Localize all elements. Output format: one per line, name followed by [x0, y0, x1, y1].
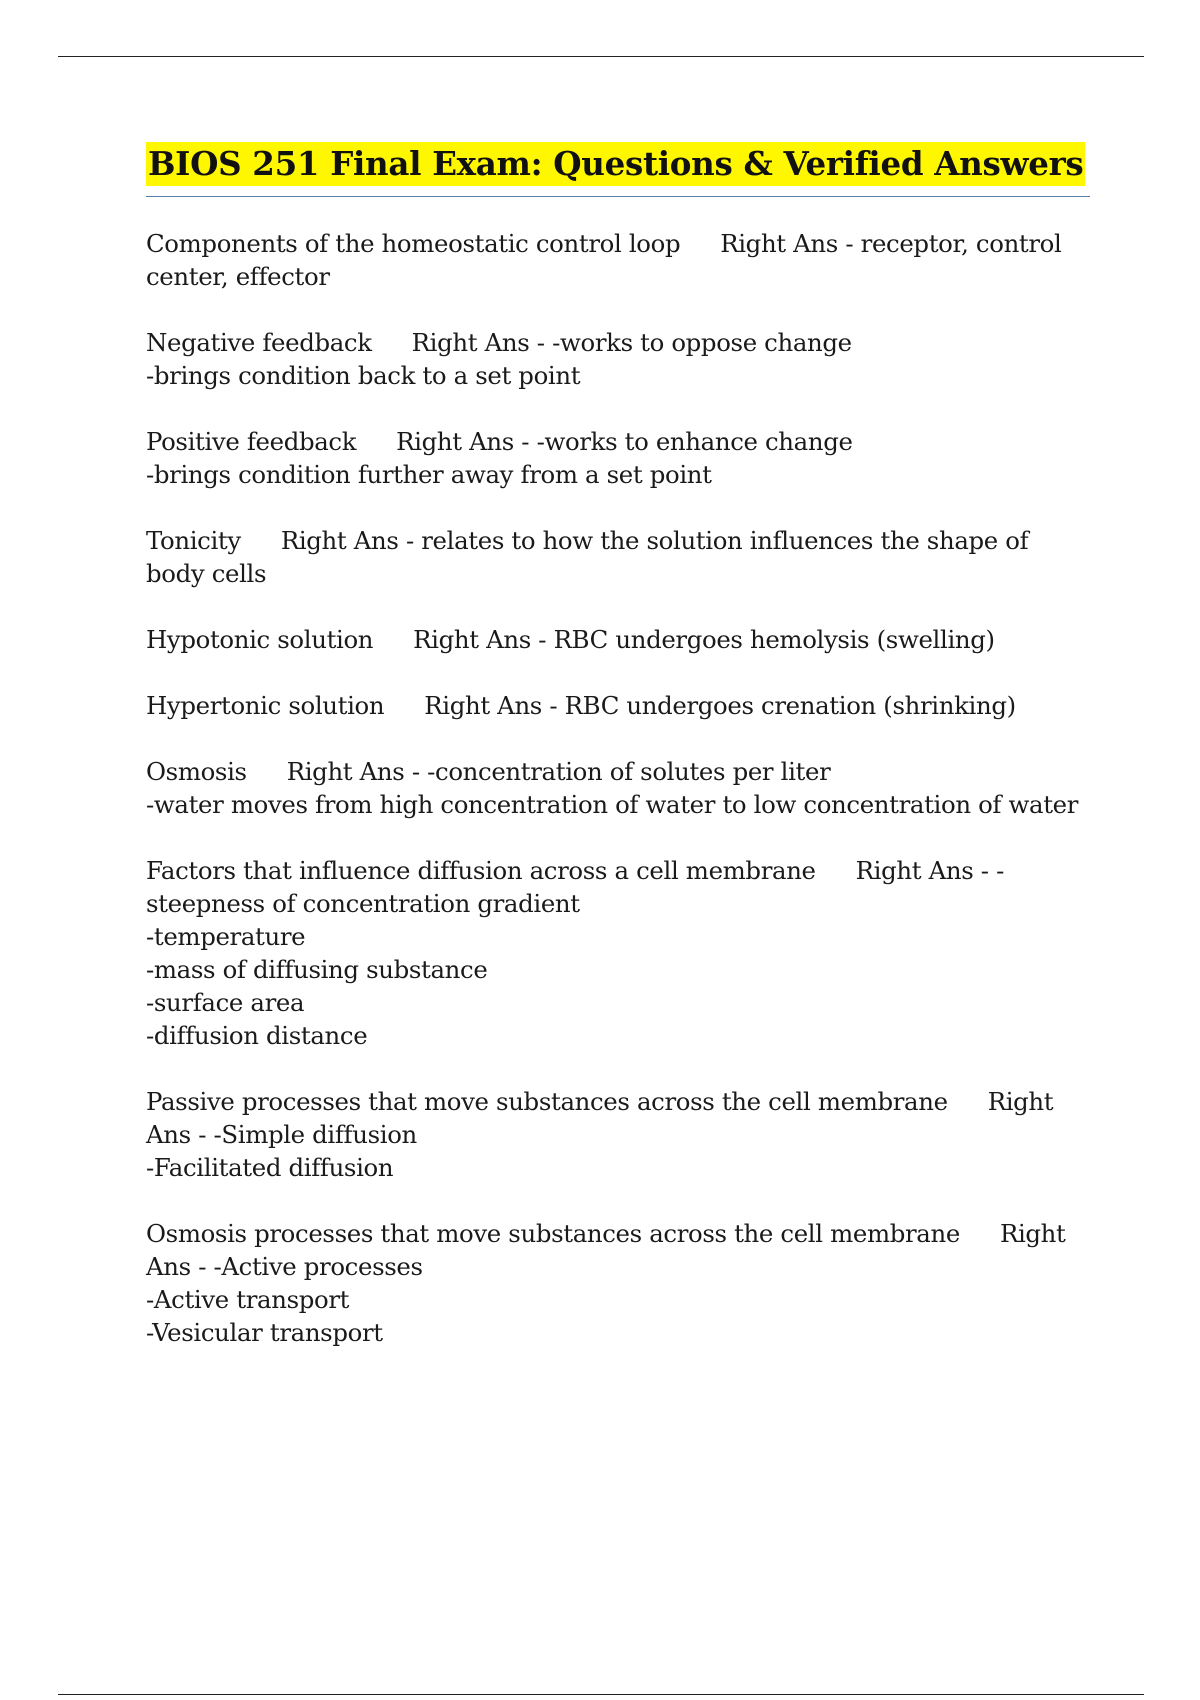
answer-line: -mass of diffusing substance: [146, 955, 488, 984]
document-body: [146, 142, 1090, 1382]
answer-line: -Vesicular transport: [146, 1318, 383, 1347]
question-text: Hypotonic solution: [146, 625, 374, 654]
answer-line: -Facilitated diffusion: [146, 1153, 394, 1182]
qa-item: [146, 524, 1090, 590]
question-text: Factors that influence diffusion across a cell membrane: [146, 856, 816, 885]
qa-item: [146, 689, 1090, 722]
question-text: Hypertonic solution: [146, 691, 385, 720]
qa-item: [146, 755, 1090, 821]
answer-line: -brings condition further away from a set point: [146, 460, 712, 489]
qa-item: [146, 425, 1090, 491]
answer-text: Right Ans - -works to oppose change: [411, 328, 852, 357]
qa-item: [146, 1217, 1090, 1349]
answer-text: Right Ans - -Active processes: [146, 1219, 1066, 1281]
question-text: Positive feedback: [146, 427, 357, 456]
answer-line: -brings condition back to a set point: [146, 361, 581, 390]
answer-text: Right Ans - RBC undergoes crenation (shrinking): [424, 691, 1016, 720]
qa-item: [146, 227, 1090, 293]
answer-line: -Active transport: [146, 1285, 350, 1314]
answer-text: Right Ans - relates to how the solution influences the shape of body cells: [146, 526, 1029, 588]
question-text: Tonicity: [146, 526, 241, 555]
qa-item: [146, 623, 1090, 656]
answer-line: -water moves from high concentration of water to low concentration of water: [146, 790, 1079, 819]
header-rule: [58, 56, 1144, 57]
answer-line: -temperature: [146, 922, 306, 951]
qa-item: [146, 326, 1090, 392]
question-text: Osmosis processes that move substances across the cell membrane: [146, 1219, 960, 1248]
document-title: BIOS 251 Final Exam: Questions & Verified Answers: [146, 142, 1085, 186]
footer-rule: [58, 1694, 1144, 1695]
answer-text: Right Ans - -steepness of concentration gradient: [146, 856, 1004, 918]
answer-text: Right Ans - -concentration of solutes per liter: [286, 757, 831, 786]
answer-text: Right Ans - receptor, control center, effector: [146, 229, 1062, 291]
answer-line: -surface area: [146, 988, 305, 1017]
question-text: Negative feedback: [146, 328, 372, 357]
question-text: Osmosis: [146, 757, 247, 786]
answer-text: Right Ans - -Simple diffusion: [146, 1087, 1054, 1149]
answer-line: -diffusion distance: [146, 1021, 368, 1050]
answer-text: Right Ans - -works to enhance change: [396, 427, 853, 456]
question-text: Components of the homeostatic control loop: [146, 229, 681, 258]
qa-item: [146, 1085, 1090, 1184]
title-block: [146, 142, 1090, 197]
question-text: Passive processes that move substances across the cell membrane: [146, 1087, 948, 1116]
qa-list: [146, 227, 1090, 1349]
qa-item: [146, 854, 1090, 1052]
answer-text: Right Ans - RBC undergoes hemolysis (swelling): [413, 625, 995, 654]
